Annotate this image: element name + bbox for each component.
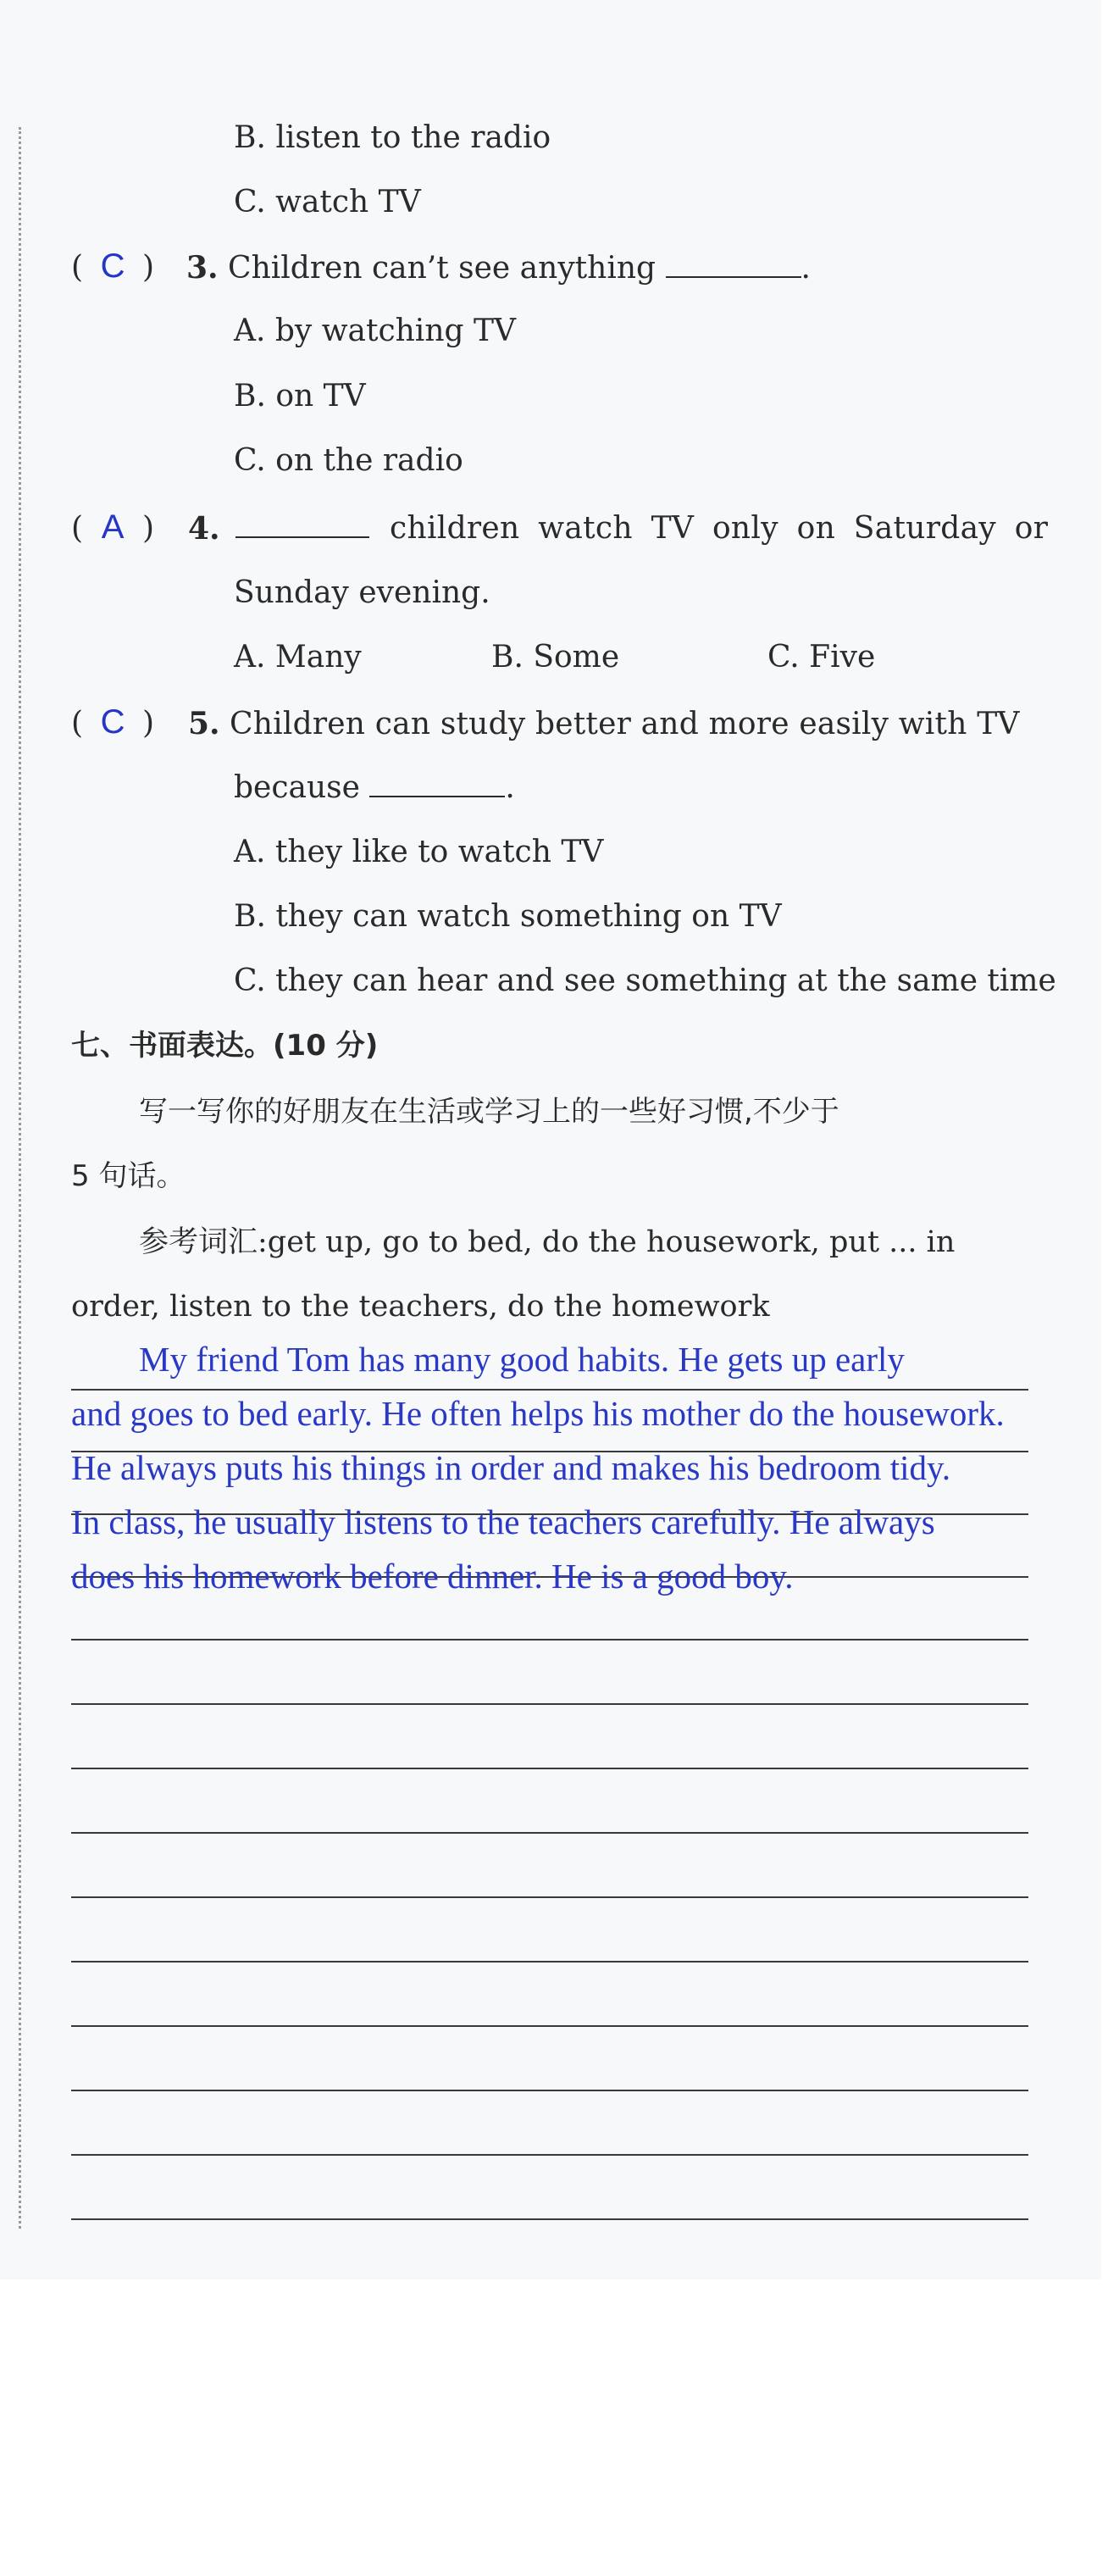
writing-line (71, 1703, 1028, 1705)
q3-answer-bracket: ( C ) (71, 247, 155, 285)
section7-prompt-line2: 5 句话。 (71, 1159, 186, 1193)
q4-stem-text: children watch TV only on Saturday or (390, 511, 1049, 546)
q4-option-c: C. Five (767, 640, 876, 675)
answer-line-2: and goes to bed early. He often helps his mother do the housework. (71, 1394, 1005, 1433)
binding-margin-dots (19, 127, 21, 2229)
writing-line (71, 1832, 1028, 1834)
q5-option-b: B. they can watch something on TV (234, 899, 782, 934)
q2-option-c: C. watch TV (234, 185, 421, 219)
q4-blank (235, 511, 369, 538)
q4-number: 4. (188, 511, 220, 547)
q4-option-a: A. Many (234, 640, 362, 675)
writing-line (71, 1639, 1028, 1641)
q3-option-c: C. on the radio (234, 443, 463, 478)
q5-stem-text: Children can study better and more easily with TV (230, 707, 1020, 741)
section7-vocab-line2: order, listen to the teachers, do the homework (71, 1290, 770, 1324)
answer-line-4: In class, he usually listens to the teachers carefully. He always (71, 1502, 935, 1541)
writing-line (71, 1768, 1028, 1769)
q4-stem-line2: Sunday evening. (234, 575, 490, 610)
q3-answer: C (100, 247, 125, 285)
writing-line (71, 1896, 1028, 1898)
q3-stem-end: . (800, 251, 811, 286)
q5-option-c: C. they can hear and see something at the same time (234, 963, 1056, 998)
q5-number: 5. (188, 706, 220, 741)
writing-line (71, 1961, 1028, 1963)
q5-blank (369, 770, 505, 797)
writing-line (71, 2090, 1028, 2091)
q3-stem (186, 249, 811, 287)
q5-answer: C (100, 703, 125, 741)
q3-option-a: A. by watching TV (234, 314, 516, 348)
writing-line (71, 2025, 1028, 2027)
q3-option-b: B. on TV (234, 379, 366, 414)
q4-option-b: B. Some (491, 640, 620, 675)
q5-stem (188, 705, 1020, 743)
answer-line-1: My friend Tom has many good habits. He gets up early (139, 1340, 905, 1379)
q5-option-a: A. they like to watch TV (234, 835, 604, 869)
q4-answer: A (101, 508, 125, 546)
writing-line (71, 2154, 1028, 2156)
q4-stem (235, 510, 1048, 547)
answer-line-5: does his homework before dinner. He is a good boy. (71, 1557, 794, 1596)
q3-stem-text: Children can’t see anything (228, 251, 656, 286)
q3-number: 3. (186, 250, 219, 286)
q2-option-b: B. listen to the radio (234, 120, 551, 155)
section7-prompt-line1: 写一写你的好朋友在生活或学习上的一些好习惯,不少于 (139, 1095, 839, 1129)
q5-answer-bracket: ( C ) (71, 703, 155, 741)
section7-vocab-line1: 参考词汇:get up, go to bed, do the housework, put ... in (139, 1225, 956, 1259)
answer-line-3: He always puts his things in order and makes his bedroom tidy. (71, 1448, 951, 1487)
q5-stem-line2: because . (234, 770, 515, 805)
q3-blank (666, 251, 801, 278)
writing-line (71, 2218, 1028, 2220)
q4-answer-bracket: ( A ) (71, 508, 155, 546)
section7-title: 七、书面表达。(10 分) (71, 1029, 379, 1063)
